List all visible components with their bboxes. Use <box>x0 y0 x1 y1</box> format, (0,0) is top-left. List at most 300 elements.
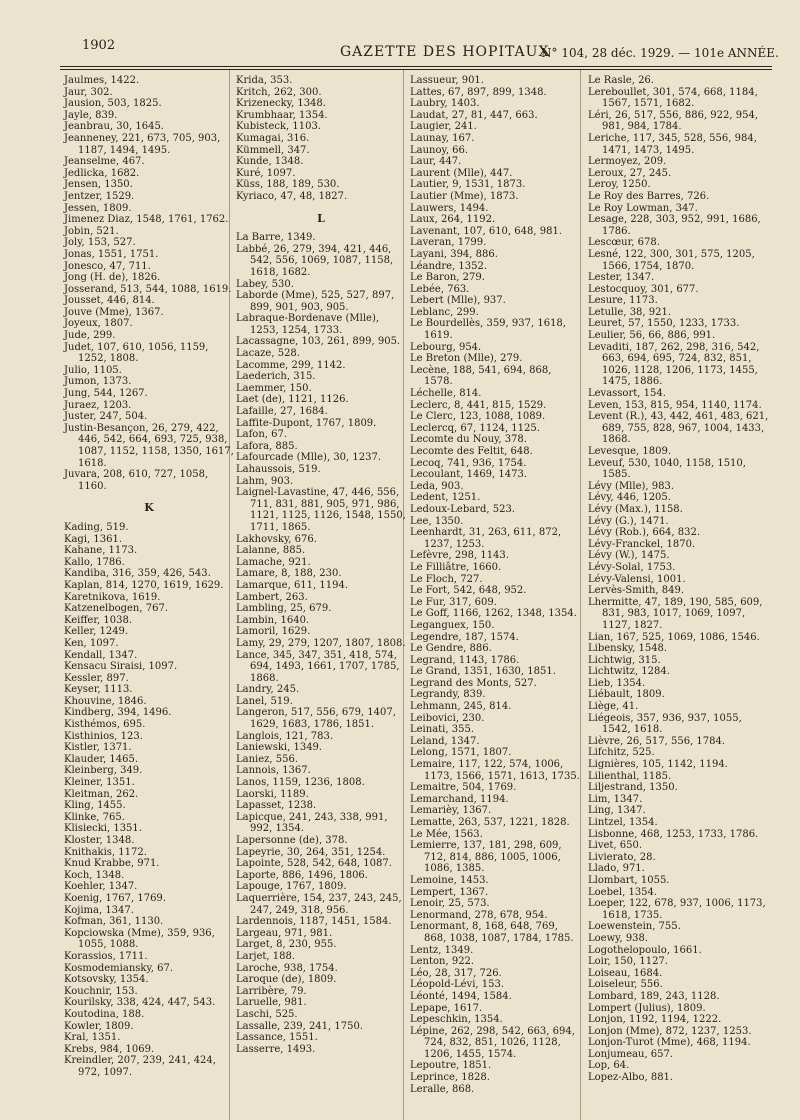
index-entry: Leinati, 355. <box>410 724 474 736</box>
index-entry: Jobin, 521. <box>64 225 119 237</box>
index-entry: Lempert, 1367. <box>410 886 489 898</box>
index-entry: Jonas, 1551, 1751. <box>64 248 159 260</box>
index-entry: Kuré, 1097. <box>236 167 296 179</box>
index-entry: Lonjon, 1192, 1194, 1222. <box>588 1014 722 1026</box>
index-entry: Kreindler, 207, 239, 241, 424, 972, 1097. <box>64 1055 216 1078</box>
index-entry: Langlois, 121, 783. <box>236 730 334 742</box>
index-entry: Lehmann, 245, 814. <box>410 701 512 713</box>
index-entry: Loeper, 122, 678, 937, 1006, 1173, 1618, 1735. <box>588 898 766 921</box>
index-entry: Justin-Besançon, 26, 279, 422, 446, 542, 664, 693, 725, 938, 1087, 1152, 1158, 1350, 1617, 1618. <box>64 422 234 469</box>
index-entry: Lemoine, 1453. <box>410 874 489 886</box>
index-entry: Lévy (Max.), 1158. <box>588 503 683 515</box>
page-number: 1902 <box>82 38 116 53</box>
index-column-2 <box>236 75 406 1055</box>
index-entry: Lévy (G.), 1471. <box>588 515 669 527</box>
index-entry: Laveran, 1799. <box>410 237 487 249</box>
index-entry: Liljestrand, 1350. <box>588 782 678 794</box>
index-entry: Laroque (de), 1809. <box>236 974 337 986</box>
index-entry: Kahane, 1173. <box>64 545 138 557</box>
index-entry: Kyriaco, 47, 48, 1827. <box>236 190 348 202</box>
index-entry: Kaplan, 814, 1270, 1619, 1629. <box>64 579 224 591</box>
index-entry: Josserand, 513, 544, 1088, 1619. <box>64 283 232 295</box>
index-entry: Legrandy, 839. <box>410 689 486 701</box>
index-entry: Laemmer, 150. <box>236 382 312 394</box>
index-entry: Lefèvre, 298, 1143. <box>410 550 509 562</box>
index-entry: Landry, 245. <box>236 684 300 696</box>
index-entry: Lardennois, 1187, 1451, 1584. <box>236 916 392 928</box>
index-entry: Lepoutre, 1851. <box>410 1060 492 1072</box>
index-entry: Laudat, 27, 81, 447, 663. <box>410 109 538 121</box>
journal-title: GAZETTE DES HOPITAUX <box>340 44 550 60</box>
index-entry: Leroux, 27, 245. <box>588 167 672 179</box>
index-entry: Lalanne, 885. <box>236 545 306 557</box>
index-entry: Le Roy Lowman, 347. <box>588 202 698 214</box>
index-entry: Legendre, 187, 1574. <box>410 631 519 643</box>
index-entry: Koch, 1348. <box>64 869 125 881</box>
index-entry: Kowler, 1809. <box>64 1020 134 1032</box>
index-entry: Le Gendre, 886. <box>410 643 492 655</box>
index-entry: Lhermitte, 47, 189, 190, 585, 609, 831, 983, 1017, 1069, 1097, 1127, 1827. <box>588 596 763 631</box>
index-entry: Laffite-Dupont, 1767, 1809. <box>236 417 377 429</box>
index-entry: Lepeschkin, 1354. <box>410 1014 503 1026</box>
index-entry: Lassance, 1551. <box>236 1032 318 1044</box>
index-entry: Karetnikova, 1619. <box>64 591 161 603</box>
index-entry: Jensen, 1350. <box>64 179 133 191</box>
index-entry: Loir, 150, 1127. <box>588 956 668 968</box>
section-letter: K <box>144 501 154 515</box>
index-entry: Laignel-Lavastine, 47, 446, 556, 711, 831, 881, 905, 971, 986, 1121, 1125, 1126, 1548, 1550, 1711, 1865. <box>236 487 406 533</box>
index-entry: Kosmodemiansky, 67. <box>64 962 174 974</box>
index-entry: Lapasset, 1238. <box>236 800 317 812</box>
index-entry: Lannois, 1367. <box>236 765 311 777</box>
column-divider <box>580 70 581 1120</box>
index-column-3 <box>410 75 580 1095</box>
index-entry: Laederich, 315. <box>236 371 316 383</box>
index-entry: Lépine, 262, 298, 542, 663, 694, 724, 832, 851, 1026, 1128, 1206, 1455, 1574. <box>410 1025 575 1060</box>
index-entry: Kofman, 361, 1130. <box>64 916 164 928</box>
index-entry: Lelong, 1571, 1807. <box>410 747 512 759</box>
index-entry: Jeanbrau, 30, 1645. <box>64 121 164 133</box>
index-entry: Le Rasle, 26. <box>588 75 654 86</box>
index-entry: Lapicque, 241, 243, 338, 991, 992, 1354. <box>236 811 388 835</box>
index-entry: Lemierre, 137, 181, 298, 609, 712, 814, 886, 1005, 1006, 1086, 1385. <box>410 840 562 875</box>
index-column-1 <box>64 75 234 1078</box>
index-entry: Lopez-Albo, 881. <box>588 1072 674 1084</box>
index-entry: Le Fur, 317, 609. <box>410 596 497 608</box>
index-entry: Leulier, 56, 66, 886, 991. <box>588 330 716 342</box>
index-entry: Jousset, 446, 814. <box>64 295 155 307</box>
index-entry: Larjet, 188. <box>236 950 296 962</box>
index-entry: Laur, 447. <box>410 156 462 168</box>
index-entry: Lambert, 263. <box>236 591 308 603</box>
index-entry: Largeau, 971, 981. <box>236 927 333 939</box>
index-entry: Kading, 519. <box>64 521 129 533</box>
index-entry: Jong (H. de), 1826. <box>64 272 161 284</box>
index-entry: Langeron, 517, 556, 679, 1407, 1629, 1683, 1786, 1851. <box>236 707 396 731</box>
index-entry: Léri, 26, 517, 556, 886, 922, 954, 981, 984, 1784. <box>588 109 759 133</box>
index-entry: Laquerrière, 154, 237, 243, 245, 247, 249, 318, 956. <box>236 892 402 916</box>
index-entry: Kouchnir, 153. <box>64 985 138 997</box>
index-entry: Le Clerc, 123, 1088, 1089. <box>410 411 546 423</box>
index-entry: Jayle, 839. <box>64 109 118 121</box>
index-entry: Lebée, 763. <box>410 283 470 295</box>
index-entry: Juvara, 208, 610, 727, 1058, 1160. <box>64 469 209 492</box>
index-entry: Kendall, 1347. <box>64 649 138 661</box>
index-entry: Kumagai, 316. <box>236 132 310 144</box>
index-entry: Lafon, 67. <box>236 429 288 441</box>
index-entry: Lenoir, 25, 573. <box>410 898 490 910</box>
index-entry: Le Floch, 727. <box>410 573 483 585</box>
index-entry: Koutodina, 188. <box>64 1008 145 1020</box>
index-entry: Lacassagne, 103, 261, 899, 905. <box>236 336 401 348</box>
index-entry: Keiffer, 1038. <box>64 614 133 626</box>
index-entry: Laruelle, 981. <box>236 997 307 1009</box>
index-entry: Lematte, 263, 537, 1221, 1828. <box>410 817 570 828</box>
index-entry: Lattes, 67, 897, 899, 1348. <box>410 86 547 98</box>
index-entry: Laniewski, 1349. <box>236 742 323 754</box>
index-entry: Lecène, 188, 541, 694, 868, 1578. <box>410 364 552 388</box>
index-entry: Lamarque, 611, 1194. <box>236 579 349 591</box>
index-entry: Laborde (Mme), 525, 527, 897, 899, 901, 903, 905. <box>236 290 395 313</box>
index-entry: Joly, 153, 527. <box>64 237 136 249</box>
index-entry: Leenhardt, 31, 263, 611, 872, 1237, 1253. <box>410 527 562 550</box>
index-entry: Leroy, 1250. <box>588 179 651 191</box>
index-entry: Kral, 1351. <box>64 1032 121 1044</box>
index-entry: Lescœur, 678. <box>588 237 660 249</box>
index-entry: Lemarchand, 1194. <box>410 793 509 805</box>
index-entry: Judet, 107, 610, 1056, 1159, 1252, 1808. <box>64 341 209 365</box>
index-entry: Ledent, 1251. <box>410 492 481 504</box>
index-entry: Lassueur, 901. <box>410 75 484 86</box>
index-entry: Liège, 41. <box>588 701 639 713</box>
index-entry: Lop, 64. <box>588 1060 630 1072</box>
index-entry: Leuret, 57, 1550, 1233, 1733. <box>588 318 740 330</box>
index-entry: Lecoq, 741, 936, 1754. <box>410 457 527 469</box>
index-entry: Leclercq, 67, 1124, 1125. <box>410 422 540 434</box>
index-entry: Lignières, 105, 1142, 1194. <box>588 759 728 771</box>
index-entry: Le Baron, 279. <box>410 272 485 284</box>
index-entry: Lonjumeau, 657. <box>588 1048 674 1060</box>
index-entry: Lévy (Mlle), 983. <box>588 480 675 492</box>
index-entry: Laroche, 938, 1754. <box>236 962 338 974</box>
index-entry: Klinke, 765. <box>64 811 125 823</box>
index-entry: Jimenez Diaz, 1548, 1761, 1762. <box>64 214 229 226</box>
index-entry: Levassort, 154. <box>588 388 666 400</box>
index-entry: Layani, 394, 886. <box>410 248 498 260</box>
index-entry: Launoy, 66. <box>410 144 469 156</box>
index-entry: Le Grand, 1351, 1630, 1851. <box>410 666 556 678</box>
index-entry: Launay, 167. <box>410 132 475 144</box>
index-entry: Legrand des Monts, 527. <box>410 677 537 689</box>
index-entry: Kisthinios, 123. <box>64 730 143 742</box>
index-entry: Kourilsky, 338, 424, 447, 543. <box>64 997 216 1009</box>
index-entry: Lièvre, 26, 517, 556, 1784. <box>588 735 726 747</box>
index-entry: Legrand, 1143, 1786. <box>410 654 520 666</box>
index-entry: Koehler, 1347. <box>64 881 138 893</box>
index-entry: Klauder, 1465. <box>64 753 139 765</box>
index-entry: Kistler, 1371. <box>64 742 132 754</box>
index-entry: Kopciowska (Mme), 359, 936, 1055, 1088. <box>64 927 215 951</box>
index-entry: Laporte, 886, 1496, 1806. <box>236 869 368 881</box>
index-entry: Kindberg, 394, 1496. <box>64 707 172 719</box>
index-entry: Julio, 1105. <box>64 364 122 376</box>
index-entry: Le Fort, 542, 648, 952. <box>410 585 527 597</box>
index-entry: Lakhovsky, 676. <box>236 533 317 545</box>
index-entry: Lecomte des Feltit, 648. <box>410 446 533 457</box>
index-entry: Lasserre, 1493. <box>236 1043 316 1055</box>
index-entry: Leprince, 1828. <box>410 1072 490 1084</box>
index-entry: Lamoril, 1629. <box>236 626 311 638</box>
index-entry: Léopold-Lévi, 153. <box>410 979 505 991</box>
index-entry: Laet (de), 1121, 1126. <box>236 394 349 406</box>
index-entry: Laurent (Mlle), 447. <box>410 167 513 179</box>
index-entry: Lentz, 1349. <box>410 944 474 956</box>
index-entry: Leda, 903. <box>410 480 464 492</box>
index-entry: Klisiecki, 1351. <box>64 823 142 835</box>
index-entry: Leriche, 117, 345, 528, 556, 984, 1471, 1473, 1495. <box>588 132 757 156</box>
index-entry: Léandre, 1352. <box>410 260 488 272</box>
index-entry: Knithakis, 1172. <box>64 846 147 858</box>
index-entry: Léo, 28, 317, 726. <box>410 967 502 979</box>
index-entry: Lacaze, 528. <box>236 348 300 360</box>
index-entry: Lervès-Smith, 849. <box>588 585 685 597</box>
index-entry: Larribère, 79. <box>236 985 307 997</box>
index-entry: Jude, 299. <box>64 330 116 342</box>
index-entry: Krumbhaar, 1354. <box>236 109 328 121</box>
index-column-4 <box>588 75 772 1084</box>
index-entry: Kensacu Siraisi, 1097. <box>64 661 178 673</box>
index-entry: Jaur, 302. <box>64 86 113 98</box>
index-entry: Katzenelbogen, 767. <box>64 603 168 615</box>
index-entry: Lauwers, 1494. <box>410 202 489 214</box>
index-entry: Jouve (Mme), 1367. <box>64 306 164 318</box>
index-entry: Lévy (W.), 1475. <box>588 550 670 562</box>
index-entry: Lanos, 1159, 1236, 1808. <box>236 777 365 789</box>
index-entry: Korassios, 1711. <box>64 950 148 962</box>
index-entry: Livet, 650. <box>588 840 643 852</box>
issue-info: N° 104, 28 déc. 1929. — 101e ANNÉE. <box>541 46 779 60</box>
page-header <box>0 0 800 66</box>
index-entry: Jessen, 1809. <box>64 202 132 214</box>
index-entry: Lombard, 189, 243, 1128. <box>588 990 720 1002</box>
index-entry: Laschi, 525. <box>236 1008 298 1020</box>
index-entry: Jaulmes, 1422. <box>64 75 140 86</box>
index-entry: Lim, 1347. <box>588 793 643 805</box>
index-entry: Lacomme, 299, 1142. <box>236 359 346 371</box>
index-entry: Kallo, 1786. <box>64 556 125 568</box>
index-entry: Lintzel, 1354. <box>588 817 658 828</box>
index-entry: Lebert (Mlle), 937. <box>410 295 506 307</box>
index-entry: Lance, 345, 347, 351, 418, 574, 694, 1493, 1661, 1707, 1785, 1868. <box>236 649 400 684</box>
index-entry: Levaditi, 187, 262, 298, 316, 542, 663, 694, 695, 724, 832, 851, 1026, 1128, 1206, 1173, 1455, 1475, 1886. <box>588 341 760 388</box>
index-entry: Kunde, 1348. <box>236 156 304 168</box>
index-entry: Le Breton (Mlle), 279. <box>410 353 523 365</box>
index-entry: Ledoux-Lebard, 523. <box>410 503 515 515</box>
index-entry: Léchelle, 814. <box>410 388 482 400</box>
index-entry: Khouvine, 1846. <box>64 695 147 707</box>
index-entry: Labbé, 26, 279, 394, 421, 446, 542, 556, 1069, 1087, 1158, 1618, 1682. <box>236 243 394 278</box>
index-entry: Lafora, 885. <box>236 440 298 452</box>
index-entry: Lahm, 903. <box>236 475 294 487</box>
index-entry: Jedlicka, 1682. <box>64 167 140 179</box>
index-entry: Kandiba, 316, 359, 426, 543. <box>64 568 211 580</box>
index-entry: Lepape, 1617. <box>410 1002 483 1014</box>
index-entry: Jonesco, 47, 711. <box>64 260 151 272</box>
index-entry: Kleiner, 1351. <box>64 777 135 789</box>
index-entry: Lisbonne, 468, 1253, 1733, 1786. <box>588 828 759 840</box>
index-entry: Keller, 1249. <box>64 626 129 638</box>
index-entry: Llado, 971. <box>588 863 645 875</box>
index-entry: Loewenstein, 755. <box>588 921 681 933</box>
index-entry: Lassalle, 239, 241, 1750. <box>236 1020 364 1032</box>
index-entry: Lee, 1350. <box>410 515 464 527</box>
index-entry: Lahaussois, 519. <box>236 464 321 475</box>
index-entry: Levesque, 1809. <box>588 446 672 457</box>
index-entry: Lemarièy, 1367. <box>410 805 492 817</box>
index-entry: Logothelopoulo, 1661. <box>588 944 702 956</box>
index-entry: Lemaitre, 504, 1769. <box>410 782 517 794</box>
index-entry: Livierato, 28. <box>588 851 656 863</box>
index-entry: Juraez, 1203. <box>64 399 132 411</box>
index-entry: Juster, 247, 504. <box>64 411 148 423</box>
index-entry: Jumon, 1373. <box>64 376 132 388</box>
index-entry: La Barre, 1349. <box>236 232 316 244</box>
index-entry: Le Mée, 1563. <box>410 828 483 840</box>
index-entry: Lilienthal, 1185. <box>588 770 672 782</box>
index-entry: Kisthémos, 695. <box>64 719 146 731</box>
header-rule <box>60 66 772 67</box>
index-entry: Lecomte du Nouy, 378. <box>410 434 527 446</box>
index-entry: Kleitman, 262. <box>64 788 139 800</box>
index-entry: Lapointe, 528, 542, 648, 1087. <box>236 858 392 870</box>
index-entry: Leibovici, 230. <box>410 712 485 724</box>
index-entry: Larget, 8, 230, 955. <box>236 939 337 951</box>
index-entry: Lestocquoy, 301, 677. <box>588 283 699 295</box>
index-entry: Lévy (Rob.), 664, 832. <box>588 527 701 539</box>
index-entry: Leland, 1347. <box>410 735 480 747</box>
index-entry: Krizenecky, 1348. <box>236 98 326 110</box>
index-entry: Lautier, 9, 1531, 1873. <box>410 179 526 191</box>
index-entry: Lebourg, 954. <box>410 341 482 353</box>
index-entry: Libensky, 1548. <box>588 643 668 655</box>
index-entry: Lapersonne (de), 378. <box>236 835 348 846</box>
index-entry: Lévy, 446, 1205. <box>588 492 671 504</box>
index-entry: Leblanc, 299. <box>410 306 479 318</box>
index-entry: Knud Krabbe, 971. <box>64 858 160 870</box>
index-entry: Labey, 530. <box>236 278 294 290</box>
index-entry: Léonté, 1494, 1584. <box>410 990 512 1002</box>
index-entry: Krida, 353. <box>236 75 293 86</box>
index-entry: Lesure, 1173. <box>588 295 658 307</box>
index-entry: Laorski, 1189. <box>236 788 309 800</box>
index-entry: Kling, 1455. <box>64 800 126 812</box>
index-entry: Kojima, 1347. <box>64 904 134 916</box>
index-entry: Le Goff, 1166, 1262, 1348, 1354. <box>410 608 577 620</box>
index-entry: Lafourcade (Mlle), 30, 1237. <box>236 452 382 464</box>
index-entry: Lapeyrie, 30, 264, 351, 1254. <box>236 846 386 858</box>
index-entry: Laux, 264, 1192. <box>410 214 496 226</box>
index-entry: Loiseleur, 556. <box>588 979 663 991</box>
index-entry: Lian, 167, 525, 1069, 1086, 1546. <box>588 631 760 643</box>
index-entry: Lamare, 8, 188, 230. <box>236 568 342 580</box>
index-entry: Lichtwig, 315. <box>588 654 661 666</box>
index-entry: Lapouge, 1767, 1809. <box>236 881 347 893</box>
index-entry: Lereboullet, 301, 574, 668, 1184, 1567, 1571, 1682. <box>588 86 758 110</box>
index-entry: Lermoyez, 209. <box>588 156 667 168</box>
index-entry: Leveuf, 530, 1040, 1158, 1510, 1585. <box>588 457 746 481</box>
index-entry: Lenormand, 278, 678, 954. <box>410 909 548 921</box>
index-entry: Lifchitz, 525. <box>588 747 655 759</box>
index-entry: Loebel, 1354. <box>588 886 658 898</box>
index-entry: Kritch, 262, 300. <box>236 86 322 98</box>
index-entry: Kloster, 1348. <box>64 835 135 846</box>
index-entry: Labraque-Bordenave (Mlle), 1253, 1254, 1733. <box>236 313 380 336</box>
index-entry: Lamache, 921. <box>236 556 311 568</box>
index-entry: Koenig, 1767, 1769. <box>64 892 166 904</box>
index-entry: Laniez, 556. <box>236 753 299 765</box>
index-entry: Kubisteck, 1103. <box>236 121 322 133</box>
index-entry: Kagi, 1361. <box>64 533 123 545</box>
index-entry: Keyser, 1113. <box>64 684 133 696</box>
index-entry: Letulle, 38, 921. <box>588 306 672 318</box>
index-entry: Loewy, 938. <box>588 932 649 944</box>
index-entry: Leganguex, 150. <box>410 619 495 631</box>
index-entry: Lesné, 122, 300, 301, 575, 1205, 1566, 1754, 1870. <box>588 248 755 272</box>
header-rule <box>60 69 772 70</box>
index-entry: Ling, 1347. <box>588 805 646 817</box>
index-entry: Leralle, 868. <box>410 1083 475 1095</box>
index-entry: Kümmell, 347. <box>236 144 310 156</box>
index-entry: Lonjon (Mme), 872, 1237, 1253. <box>588 1025 752 1037</box>
index-entry: Lambling, 25, 679. <box>236 603 332 615</box>
index-entry: Jausion, 503, 1825. <box>64 98 162 110</box>
index-entry: Küss, 188, 189, 530. <box>236 179 340 191</box>
index-entry: Laubry, 1403. <box>410 98 480 110</box>
index-entry: Le Bourdellès, 359, 937, 1618, 1619. <box>410 318 566 342</box>
index-entry: Lompert (Julius), 1809. <box>588 1002 706 1014</box>
index-entry: Joyeux, 1807. <box>64 318 133 330</box>
index-entry: Lautier (Mme), 1873. <box>410 190 519 202</box>
index-entry: Jeanselme, 467. <box>64 156 145 168</box>
index-entry: Lanel, 519. <box>236 695 293 707</box>
index-entry: Le Roy des Barres, 726. <box>588 190 710 202</box>
index-entry: Jung, 544, 1267. <box>64 388 148 400</box>
index-entry: Lévy-Solal, 1753. <box>588 561 676 573</box>
index-entry: Lonjon-Turot (Mme), 468, 1194. <box>588 1037 751 1049</box>
index-entry: Ken, 1097. <box>64 637 119 649</box>
index-entry: Lambin, 1640. <box>236 614 310 626</box>
index-entry: Llombart, 1055. <box>588 874 670 886</box>
index-entry: Lester, 1347. <box>588 272 655 284</box>
index-entry: Lavenant, 107, 610, 648, 981. <box>410 225 562 237</box>
index-entry: Laugier, 241. <box>410 121 477 133</box>
index-entry: Kotsovsky, 1354. <box>64 974 149 986</box>
index-entry: Lenormant, 8, 168, 648, 769, 868, 1038, 1087, 1784, 1785. <box>410 921 574 944</box>
index-entry: Jeanneney, 221, 673, 705, 903, 1187, 1494, 1495. <box>64 132 221 156</box>
index-entry: Lenton, 922. <box>410 956 475 968</box>
index-entry: Loiseau, 1684. <box>588 967 663 979</box>
index-entry: Le Filliâtre, 1660. <box>410 561 502 573</box>
index-entry: Krebs, 984, 1069. <box>64 1043 155 1055</box>
index-entry: Leclerc, 8, 441, 815, 1529. <box>410 399 547 411</box>
index-entry: Lichtwitz, 1284. <box>588 666 670 678</box>
index-entry: Lecoulant, 1469, 1473. <box>410 469 528 481</box>
index-entry: Lieb, 1354. <box>588 677 646 689</box>
index-entry: Kleinberg, 349. <box>64 765 143 777</box>
index-entry: Levent (R.), 43, 442, 461, 483, 621, 689, 755, 828, 967, 1004, 1433, 1868. <box>588 411 769 446</box>
index-entry: Lamy, 29, 279, 1207, 1807, 1808. <box>236 637 406 649</box>
index-entry: Lévy-Valensi, 1001. <box>588 573 686 585</box>
